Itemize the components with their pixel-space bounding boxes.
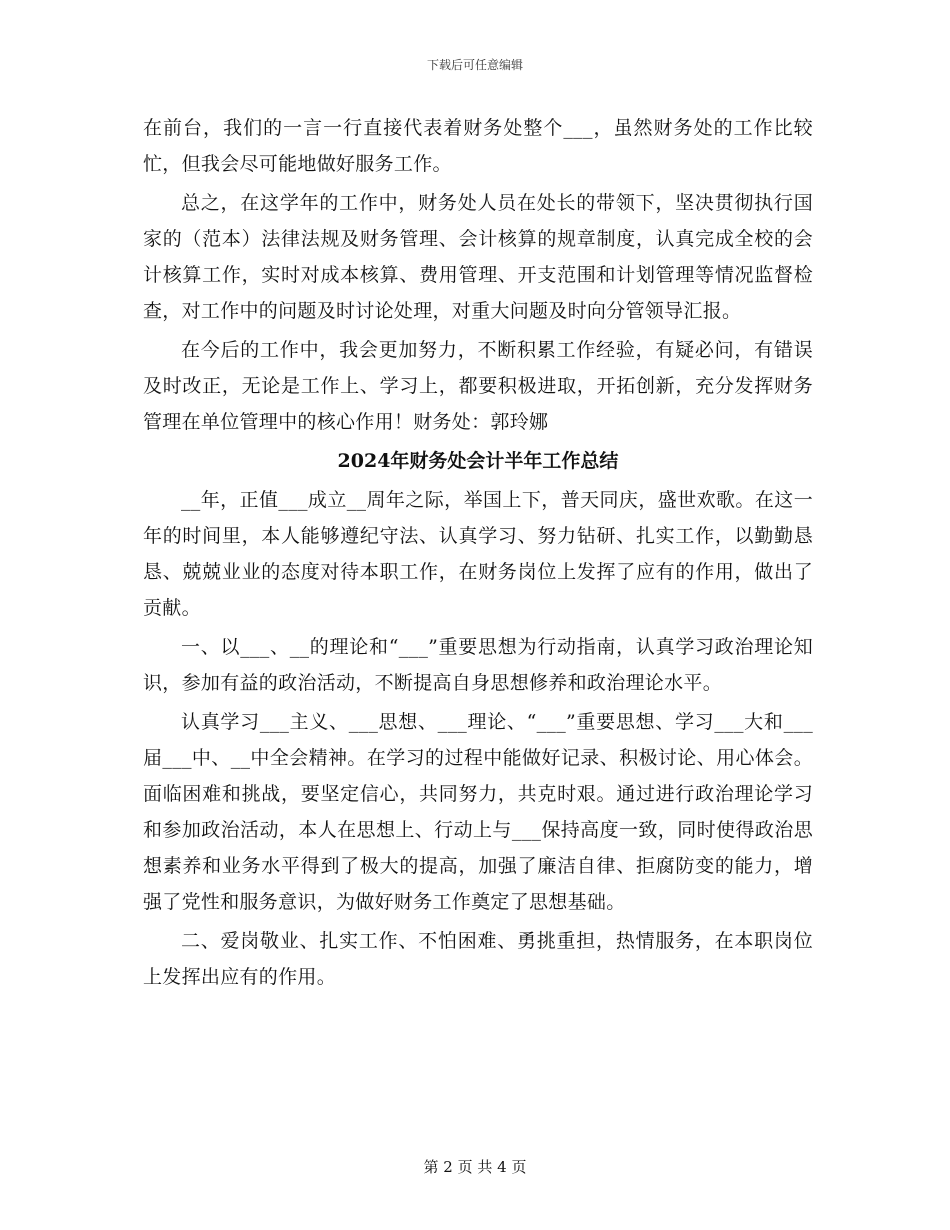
paragraph-intro: __年，正值___成立__周年之际，举国上下，普天同庆，盛世欢歌。在这一年的时间里，本人能够遵纪守法、认真学习、努力钻研、扎实工作，以勤勤恳恳、兢兢业业的态度对待本职工作，在财务岗位上发挥了应有的作用，做出了贡献。 <box>143 489 813 619</box>
document-body <box>143 110 813 998</box>
document-title: 2024年财务处会计半年工作总结 <box>337 450 619 472</box>
paragraph-study: 认真学习___主义、___思想、___理论、“___”重要思想、学习___大和___届___中、__中全会精神。在学习的过程中能做好记录、积极讨论、用心体会。面临困难和挑战，要坚定信心，共同努力，共克时艰。通过进行政治理论学习和参加政治活动，本人在思想上、行动上与___保持高度一致，同时使得政治思想素养和业务水平得到了极大的提高，加强了廉洁自律、拒腐防变的能力，增强了党性和服务意识，为做好财务工作奠定了思想基础。 <box>143 711 813 913</box>
paragraph-summary: 总之，在这学年的工作中，财务处人员在处长的带领下，坚决贯彻执行国家的（范本）法律法规及财务管理、会计核算的规章制度，认真完成全校的会计核算工作，实时对成本核算、费用管理、开支范围和计划管理等情况监督检查，对工作中的问题及时讨论处理，对重大问题及时向分管领导汇报。 <box>143 192 813 322</box>
page-number: 第 2 页 共 4 页 <box>423 1158 527 1176</box>
paragraph-future: 在今后的工作中，我会更加努力，不断积累工作经验，有疑必问，有错误及时改正，无论是工作上、学习上，都要积极进取，开拓创新，充分发挥财务管理在单位管理中的核心作用！财务处：郭玲娜 <box>143 339 813 433</box>
paragraph-continued: 在前台，我们的一言一行直接代表着财务处整个___，虽然财务处的工作比较忙，但我会尽可能地做好服务工作。 <box>143 117 813 175</box>
header-note: 下载后可任意编辑 <box>426 58 523 72</box>
paragraph-section-two: 二、爱岗敬业、扎实工作、不怕困难、勇挑重担，热情服务，在本职岗位上发挥出应有的作用。 <box>143 930 813 988</box>
paragraph-section-one: 一、以___、__的理论和“___”重要思想为行动指南，认真学习政治理论知识，参加有益的政治活动，不断提高自身思想修养和政治理论水平。 <box>143 636 813 694</box>
